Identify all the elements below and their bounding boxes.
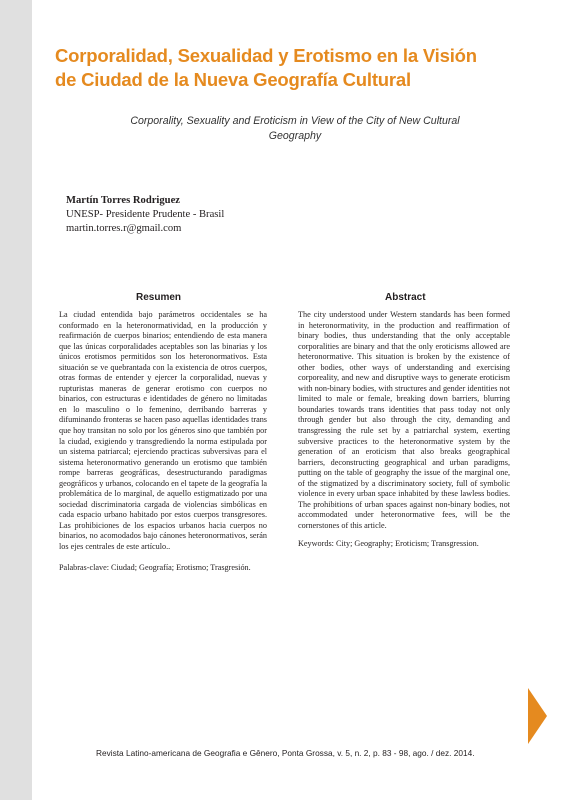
author-name: Martín Torres Rodriguez — [66, 195, 180, 206]
journal-footer: Revista Latino-americana de Geografia e Gênero, Ponta Grossa, v. 5, n. 2, p. 83 - 98, ago. / dez. 2014. — [96, 748, 475, 758]
author-email: martin.torres.r@gmail.com — [66, 223, 182, 234]
resumen-body: La ciudad entendida bajo parámetros occidentales se ha conformado en la heteronormatividad, en la producción y reafirmación de cuerpos binarios; entendiendo de esta manera que las únicas corporalidades aceptables son las binarias y los únicos erotismos permitidos son los heteronormativos. Esta situación se ve quebrantada con la existencia de otros cuerpos, otras formas de entender y ejercer la corporalidad, nuevas y rupturistas maneras de generar erotismo con cuerpos no binarios, con estructuras e identidades de género no limitadas en lo masculino o lo femenino, derribando barreras y difuminando fronteras se hacen paso aquellas identidades trans que hoy transitan no solo por los géneros sino que también por la ciudad, exigiendo y transgrediendo la norma estipulada por un sistema patriarcal; ejerciendo practicas subversivas para el sistema heteronormativo generando un erotismo que también rompe barreras geográficas, desestructurando paradigmas geográficos y urbanos, colocando en el tapete de la geografía la problemática de lo marginal, de aquello estigmatizado por una sociedad discriminatoria cargada de violencias simbólicas en cada espacio urbano habitado por estos cuerpos transgresores. Las prohibiciones de los espacios urbanos hacia cuerpos no binarios, no acomodados bajo cánones heteronormativos, serán los ejes centrales de este artículo.. — [59, 310, 268, 552]
resumen-keywords: Palabras-clave: Ciudad; Geografía; Erotismo; Trasgresión. — [59, 562, 251, 572]
resumen-heading: Resumen — [136, 292, 182, 303]
author-affiliation: UNESP- Presidente Prudente - Brasil — [66, 209, 225, 220]
abstract-heading: Abstract — [385, 292, 426, 303]
title-line-1: Corporalidad, Sexualidad y Erotismo en la Visión — [55, 45, 477, 66]
resumen-column — [59, 310, 267, 573]
left-margin-bar — [0, 0, 32, 800]
subtitle-line-1: Corporality, Sexuality and Eroticism in View of the City of New Cultural — [130, 115, 460, 127]
subtitle-line-2: Geography — [268, 129, 322, 142]
english-title — [80, 114, 510, 143]
next-page-arrow-icon — [528, 688, 547, 744]
abstract-body: The city understood under Western standards has been formed in heteronormativity, in the production and reaffirmation of binary bodies, thus understanding that the only acceptable corporalities are binary and that the only eroticisms allowed are heteronormative. This situation is broken by the existence of other bodies, other ways of understanding and exercising corporeality, and new and disruptive ways to generate eroticism with non-binary bodies, with structures and gender identities not limited to male or female, breaking down barriers, blurring boundaries towards trans identities that pass today not only through gender but also through the city, demanding and transgressing the rule set by a patriarchal system, exerting subversive practices to the heteronormative system by the generation of an eroticism that also breaks geographical barriers, deconstructing geographical and urban paradigms, putting on the table of geography the issue of the marginal one, of the stigmatized by a discriminatory society, full of symbolic violence in every urban space inhabited by these lawless bodies. The prohibitions of urban spaces against non-binary bodies, not accommodated under heteronormative fees, will be the cornerstones of this article. — [298, 310, 510, 530]
title-line-2: de Ciudad de la Nueva Geografía Cultural — [55, 69, 411, 90]
author-block — [66, 194, 224, 236]
abstract-column — [298, 310, 510, 550]
abstract-keywords: Keywords: City; Geography; Eroticism; Transgression. — [298, 539, 479, 549]
article-title — [55, 44, 535, 92]
